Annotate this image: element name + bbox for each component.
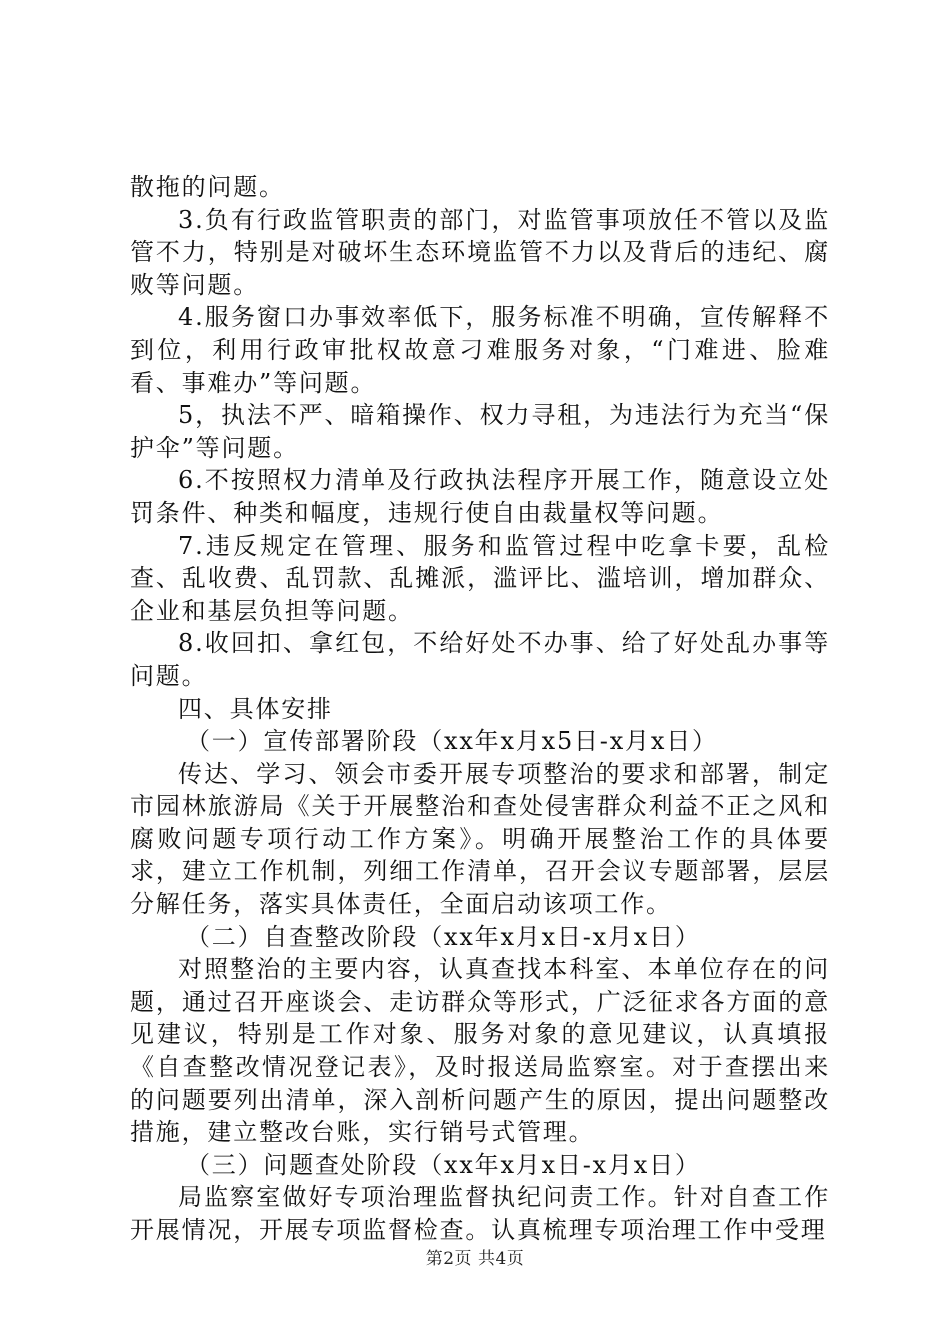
paragraph-stage-1: 传达、学习、领会市委开展专项整治的要求和部署，制定市园林旅游局《关于开展整治和查处侵害群众利益不正之风和腐败问题专项行动工作方案》。明确开展整治工作的具体要求，建立工作机制，列细工作清单，召开会议专题部署，层层分解任务，落实具体责任，全面启动该项工作。: [130, 759, 830, 919]
list-item-5: 5，执法不严、暗箱操作、权力寻租，为违法行为充当“保护伞”等问题。: [130, 401, 830, 462]
paragraph-continuation: 散拖的问题。: [130, 173, 285, 201]
list-item-6: 6.不按照权力清单及行政执法程序开展工作，随意设立处罚条件、种类和幅度，违规行使自由裁量权等问题。: [130, 466, 830, 527]
subsection-heading-2: （二）自查整改阶段（xx年x月x日-x月x日）: [186, 922, 701, 951]
list-item-4: 4.服务窗口办事效率低下，服务标准不明确，宣传解释不到位，利用行政审批权故意刁难服务对象，“门难进、脸难看、事难办”等问题。: [130, 303, 830, 397]
section-heading: 四、具体安排: [178, 694, 333, 723]
document-body: [130, 171, 830, 1247]
paragraph-stage-2: 对照整治的主要内容，认真查找本科室、本单位存在的问题，通过召开座谈会、走访群众等形式，广泛征求各方面的意见建议，特别是工作对象、服务对象的意见建议，认真填报《自查整改情况登记表》，及时报送局监察室。对于查摆出来的问题要列出清单，深入剖析问题产生的原因，提出问题整改措施，建立整改台账，实行销号式管理。: [130, 955, 830, 1147]
subsection-heading-3: （三）问题查处阶段（xx年x月x日-x月x日）: [186, 1150, 701, 1179]
list-item-8: 8.收回扣、拿红包，不给好处不办事、给了好处乱办事等问题。: [130, 629, 830, 690]
list-item-7: 7.违反规定在管理、服务和监管过程中吃拿卡要，乱检查、乱收费、乱罚款、乱摊派，滥评比、滥培训，增加群众、企业和基层负担等问题。: [130, 531, 830, 625]
subsection-heading-1: （一）宣传部署阶段（xx年x月x5日-x月x日）: [186, 727, 718, 756]
page-number-footer: 第2页 共4页: [425, 1249, 525, 1269]
list-item-3: 3.负有行政监管职责的部门，对监管事项放任不管以及监管不力，特别是对破坏生态环境监管不力以及背后的违纪、腐败等问题。: [130, 205, 830, 299]
paragraph-stage-3: 局监察室做好专项治理监督执纪问责工作。针对自查工作开展情况，开展专项监督检查。认真梳理专项治理工作中受理: [130, 1183, 830, 1244]
